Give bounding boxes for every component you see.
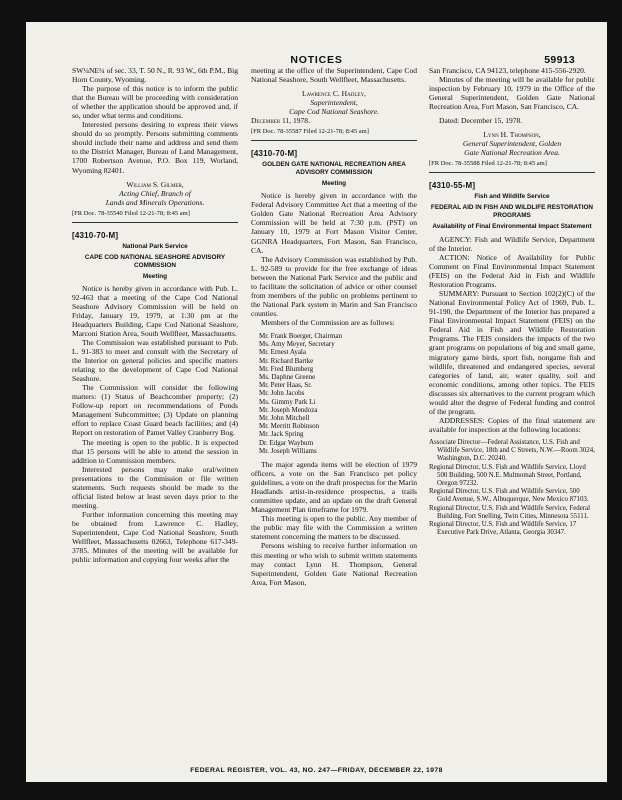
member-list-item: Mr. Fred Blumberg xyxy=(259,364,314,373)
paragraph: Persons wishing to receive further information on this meeting or who wish to submit written statements may contact Lynn H. Thompson, General Superintendent, Golden Gate National Recreation Area, Fort Mason, xyxy=(251,541,417,587)
signature-title: Superintendent, xyxy=(310,98,358,108)
fr-doc-line: [FR Doc. 78-35588 Filed 12-21-78; 8:45 am] xyxy=(429,160,547,168)
document-code: [4310-55-M] xyxy=(429,181,476,191)
paragraph: The major agenda items will be election of 1979 officers, a vote on the San Francisco pet policy guidelines, a vote on the draft prospectus for the Marin Headlands artist-in-residence prospectus, a trails committee update, and an update on the draft General Management Plan timeframe for 1979. xyxy=(251,460,417,515)
divider xyxy=(429,172,595,173)
signature-name: Lawrence C. Hadley, xyxy=(302,89,366,99)
document-code: [4310-70-M] xyxy=(72,230,119,240)
location-list xyxy=(429,439,595,537)
signature-title: Lands and Minerals Operations. xyxy=(105,197,205,207)
fr-doc-line: [FR Doc. 78-35587 Filed 12-21-78; 8:45 am] xyxy=(251,128,369,136)
signature-date: December 11, 1978. xyxy=(251,116,310,126)
signature-name: William S. Gilmer, xyxy=(126,179,184,189)
document-code: [4310-70-M] xyxy=(251,149,298,159)
location-list-item: Regional Director, U.S. Fish and Wildlife Service, 17 Executive Park Drive, Atlanta, Georgia 30347. xyxy=(429,520,577,537)
member-list-item: Mr. Frank Boerger, Chairman xyxy=(259,331,342,340)
member-list-item: Mr. John Jacobs xyxy=(259,389,305,398)
paragraph: This meeting is open to the public. Any member of the public may file with the Commission a written statement concerning the matters to be discussed. xyxy=(251,514,417,542)
member-list-item: Ms. Gimmy Park Li xyxy=(259,397,316,406)
paragraph: The purpose of this notice is to inform the public that the Bureau will be proceeding with consideration of whether the application should be approved and, if so, under what terms and conditions. xyxy=(72,84,238,121)
subject-heading: GOLDEN GATE NATIONAL RECREATION AREA ADVISORY COMMISSION xyxy=(262,161,406,177)
page-number: 59913 xyxy=(544,54,575,66)
member-list-item: Mr. Merritt Robinson xyxy=(259,422,320,431)
location-list-item: Associate Director—Federal Assistance, U.S. Fish and Wildlife Service, 18th and C Streets, N.W.—Room 3024, Washington, D.C. 20240. xyxy=(429,438,595,463)
signature-block xyxy=(72,180,238,207)
meeting-heading: Meeting xyxy=(321,180,347,188)
subject-heading: FEDERAL AID IN FISH AND WILDLIFE RESTORATION PROGRAMS xyxy=(430,204,594,220)
paragraph: San Francisco, CA 94123, telephone 415-556-2920. xyxy=(429,66,586,75)
paragraph: AGENCY: Fish and Wildlife Service, Department of the Interior. xyxy=(429,234,595,253)
column-2 xyxy=(251,66,417,587)
paragraph: Further information concerning this meeting may be obtained from Lawrence C. Hadley, Superintendent, Cape Cod National Seashore, South Wellfleet, Massachusetts 02663, Telephone 617-349-3785. Minutes of the meeting will be available for public information and copying four weeks after the xyxy=(72,509,238,565)
paragraph: SW¼NE¼ of sec. 33, T. 50 N., R. 93 W., 6th P.M., Big Horn County, Wyoming. xyxy=(72,66,238,85)
signature-title: Cape Cod National Seashore. xyxy=(289,107,379,117)
paragraph: Minutes of the meeting will be available for public inspection by February 10, 1979 in the Office of the General Superintendent, Golden Gate National Recreation Area, Fort Mason, San Francisco, CA. xyxy=(429,75,595,112)
signature-title: Gate National Recreation Area. xyxy=(464,148,560,158)
paragraph: Members of the Commission are as follows: xyxy=(261,317,395,327)
location-list-item: Regional Director, U.S. Fish and Wildlife Service, 500 Gold Avenue, S.W., Albuquerque, New Mexico 87103. xyxy=(429,488,589,504)
document-page xyxy=(26,22,607,782)
member-list-item: Mr. Richard Bartke xyxy=(259,356,314,365)
member-list-item: Dr. Edgar Wayburn xyxy=(259,438,314,447)
signature-block xyxy=(429,130,595,157)
paragraph: Notice is hereby given in accordance with Pub. L. 92-463 that a meeting of the Cape Cod National Seashore Advisory Commission will be held on Friday, January 19, 1979, at 1:30 pm at the Headquarters Building, Cape Cod National Seashore, Marconi Station Area, South Wellfleet, Massachusetts. xyxy=(72,283,238,338)
subheading: Availability of Final Environmental Impact Statement xyxy=(432,223,592,231)
column-3 xyxy=(429,66,595,537)
fr-doc-line: [FR Doc. 78-35540 Filed 12-21-78; 8:45 am] xyxy=(72,209,190,217)
member-list-item: Ms. Daphne Greene xyxy=(259,373,316,381)
member-list-item: Mr. Peter Haas, Sr. xyxy=(259,381,312,390)
location-list-item: Regional Director, U.S. Fish and Wildlife Service, Lloyd 500 Building, 500 N.E. Multnomah Street, Portland, Oregon 97232. xyxy=(429,463,586,487)
subject-heading: CAPE COD NATIONAL SEASHORE ADVISORY COMMISSION xyxy=(84,253,226,269)
dated-line: Dated: December 15, 1978. xyxy=(439,116,523,126)
agency-heading: Fish and Wildlife Service xyxy=(474,193,550,201)
signature-title: Acting Chief, Branch of xyxy=(119,188,191,198)
paragraph: ACTION: Notice of Availability for Public Comment on Final Environmental Impact Statement (FEIS) on the Federal Aid in Fish and Wildlife Restoration Programs. xyxy=(429,253,595,290)
member-list-item: Mr. Ernest Ayala xyxy=(259,348,306,357)
paragraph: Interested persons may make oral/written presentations to the Commission or file written statements. Such requests should be made to the official listed below at least seven days prior to the meeting. xyxy=(72,464,238,510)
signature-name: Lynn H. Thompson, xyxy=(483,130,541,140)
divider xyxy=(72,222,238,223)
paragraph: Interested persons desiring to express their views should do so promptly. Persons submitting comments should include their name and address and send them to the District Manager, Bureau of Land Management, 1700 Robertson Avenue, P.O. Box 119, Worland, Wyoming 82401. xyxy=(72,120,238,175)
paragraph: The Commission was established pursuant to Pub. L. 91-383 to meet and consult with the Secretary of the Interior on general policies and specific matters relating to the development of Cape Cod National Seashore. xyxy=(72,337,238,384)
paragraph: meeting at the office of the Superintendent, Cape Cod National Seashore, South Wellfleet, Massachusetts. xyxy=(251,66,417,85)
column-1 xyxy=(72,66,238,564)
divider xyxy=(251,140,417,141)
member-list-item: Mr. Joseph Mendoza xyxy=(259,405,318,414)
member-list-item: Mr. John Mitchell xyxy=(259,414,310,423)
member-list-item: Mr. Joseph Williams xyxy=(259,446,317,455)
paragraph: The Advisory Commission was established by Pub. L. 92-589 to provide for the free exchange of ideas between the National Park Service and the public and to facilitate the solicitation of advice or other counsel from members of the public on problems pertinent to the National Park system in Marin and San Francisco counties. xyxy=(251,254,417,318)
location-list-item: Regional Director, U.S. Fish and Wildlife Service, Federal Building, Fort Snelling, Twin Cities, Minnesota 55111. xyxy=(429,504,591,520)
paragraph: Notice is hereby given in accordance with the Federal Advisory Committee Act that a meeting of the Golden Gate National Recreation Area Advisory Commission will be held at 7:30 p.m. (PST) on January 10, 1979 at Fort Mason Visitor Center, GGNRA Headquarters, Fort Mason, San Francisco, CA. xyxy=(251,191,417,255)
section-header: NOTICES xyxy=(290,54,343,66)
agency-heading: National Park Service xyxy=(122,242,188,250)
signature-title: General Superintendent, Golden xyxy=(462,139,562,149)
signature-block xyxy=(251,89,417,116)
paragraph: The Commission will consider the following matters: (1) Status of Beachcomber property; (2) Follow-up report on recommendations of Ponds Management Subcommittee; (3) Update on planning effort to replace Coast Guard beach facilities; and (4) Report on restoration of Pamet Valley Cranberry Bog. xyxy=(72,383,238,438)
paragraph: The meeting is open to the public. It is expected that 15 persons will be able to attend the session in addition to Commission members. xyxy=(72,437,238,465)
meeting-heading: Meeting xyxy=(142,272,168,280)
paragraph: SUMMARY: Pursuant to Section 102(2)(C) of the National Environmental Policy Act of 1969, Pub. L. 91-190, the Department of the Interior has prepared a Final Environmental Impact Statement (FEIS) on the Federal Aid in Fish and Wildlife Restoration Programs. The FEIS considers the impacts of the two grant programs on populations of big and small game, migratory game birds, sport fish, nongame fish and wildlife, threatened and endangered species, several categories of land, air, water quality, soil and economic conditions, among other topics. The FEIS discusses six alternatives to the current program which would alter the degree of Federal funding and control of the program. xyxy=(429,289,595,416)
page-footer: FEDERAL REGISTER, VOL. 43, NO. 247—FRIDAY, DECEMBER 22, 1978 xyxy=(190,767,443,774)
member-list-item: Mr. Jack Spring xyxy=(259,430,304,439)
member-list-item: Ms. Amy Meyer, Secretary xyxy=(259,340,335,349)
paragraph: ADDRESSES: Copies of the final statement are available for inspection at the following locations: xyxy=(429,415,595,434)
member-list xyxy=(251,332,417,455)
